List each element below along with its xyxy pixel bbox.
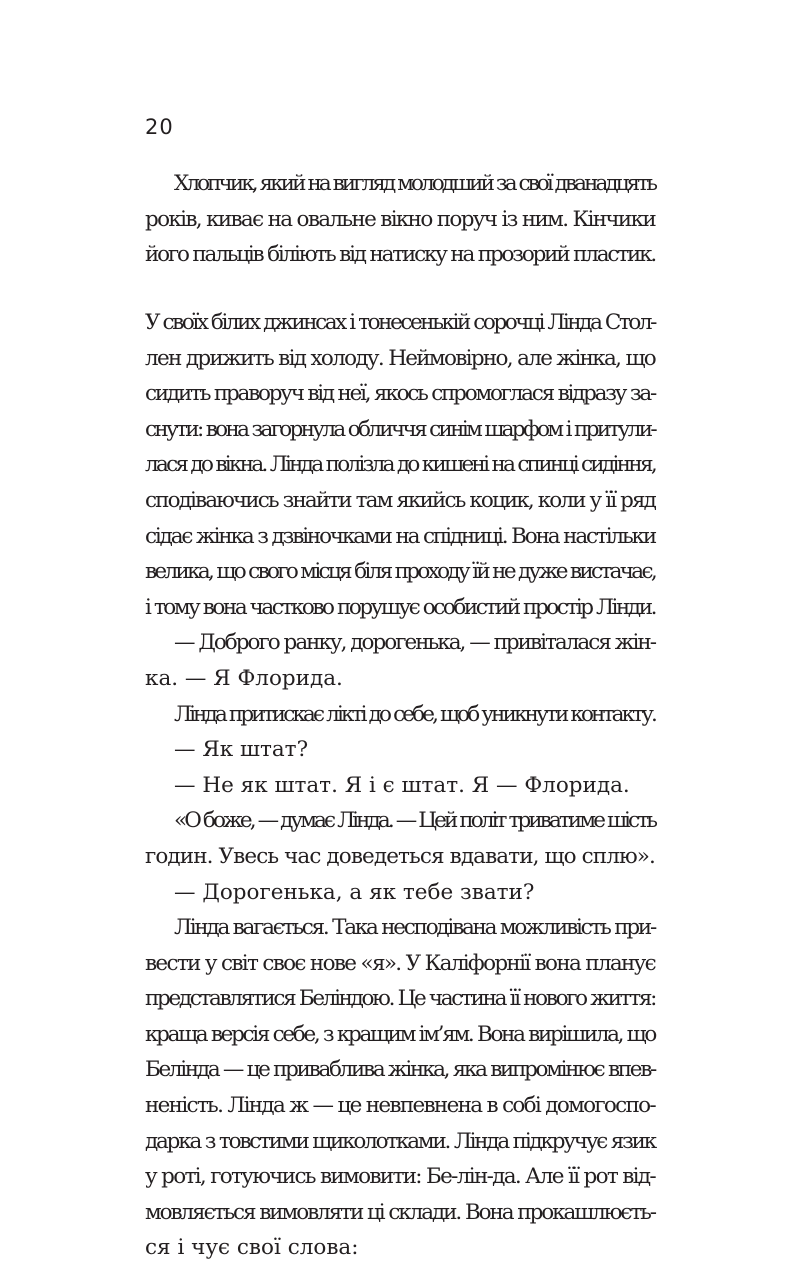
text-line: його пальців біліють від натиску на прозорий пластик.	[145, 242, 656, 268]
text-line: У своїх білих джинсах і тонесенькій сорочці Лінда Стол-	[145, 310, 655, 335]
text-line: сидить праворуч від неї, якось спромоглася відразу за-	[145, 381, 655, 407]
paragraph-2	[145, 305, 655, 1266]
text-line: представлятися Беліндою. Це частина її нового життя:	[145, 986, 655, 1012]
text-line: сподіваючись знайти там якийсь коцик, коли у її ряд	[145, 487, 656, 513]
text-line: Лінда вагається. Така несподівана можливість при-	[174, 915, 655, 941]
text-line: — Доброго ранку, дорогенька, — привіталася жін-	[174, 630, 655, 656]
text-line: ка. — Я Флорида.	[145, 665, 343, 691]
text-line: — Дорогенька, а як тебе звати?	[174, 879, 535, 905]
text-line: вести у світ своє нове «я». У Каліфорнії вона планує	[145, 950, 656, 976]
text-line: лася до вікна. Лінда полізла до кишені на спинці сидіння,	[145, 452, 656, 478]
text-line: — Як штат?	[174, 737, 309, 763]
text-line: мовляється вимовляти ці склади. Вона прокашлюєть-	[145, 1199, 655, 1225]
text-line: велика, що свого місця біля проходу їй не дуже вистачає,	[145, 559, 655, 585]
text-line: дарка з товстими щиколотками. Лінда підкручує язик	[145, 1128, 656, 1154]
text-line: «О боже, — думає Лінда. — Цей політ триватиме шість	[174, 808, 655, 834]
text-line: — Не як штат. Я і є штат. Я — Флорида.	[174, 772, 630, 798]
text-line: Хлопчик, який на вигляд молодший за свої дванадцять	[174, 171, 655, 196]
text-line: неність. Лінда ж — це невпевнена в собі домогоспо-	[145, 1093, 656, 1119]
text-line: Белінда — це приваблива жінка, яка випромінює впев-	[145, 1057, 655, 1083]
text-line: у роті, готуючись вимовити: Бе-лін-да. Але її рот від-	[145, 1164, 655, 1190]
text-line: Лінда притискає лікті до себе, щоб уникнути контакту.	[174, 701, 655, 727]
text-line: сідає жінка з дзвіночками на спідниці. Вона настільки	[145, 523, 656, 549]
text-line: ся і чує свої слова:	[145, 1235, 359, 1261]
text-line: краща версія себе, з кращим ім’ям. Вона вирішила, що	[145, 1021, 656, 1047]
page-number: 20	[145, 115, 174, 139]
text-line: лен дрижить від холоду. Неймовірно, але жінка, що	[145, 345, 656, 371]
text-line: снути: вона загорнула обличчя синім шарфом і притули-	[145, 416, 656, 442]
paragraph-1	[145, 166, 655, 273]
text-line: років, киває на овальне вікно поруч із ним. Кінчики	[145, 206, 655, 232]
text-line: і тому вона частково порушує особистий простір Лінди.	[145, 594, 656, 620]
text-line: годин. Увесь час доведеться вдавати, що сплю».	[145, 843, 655, 869]
